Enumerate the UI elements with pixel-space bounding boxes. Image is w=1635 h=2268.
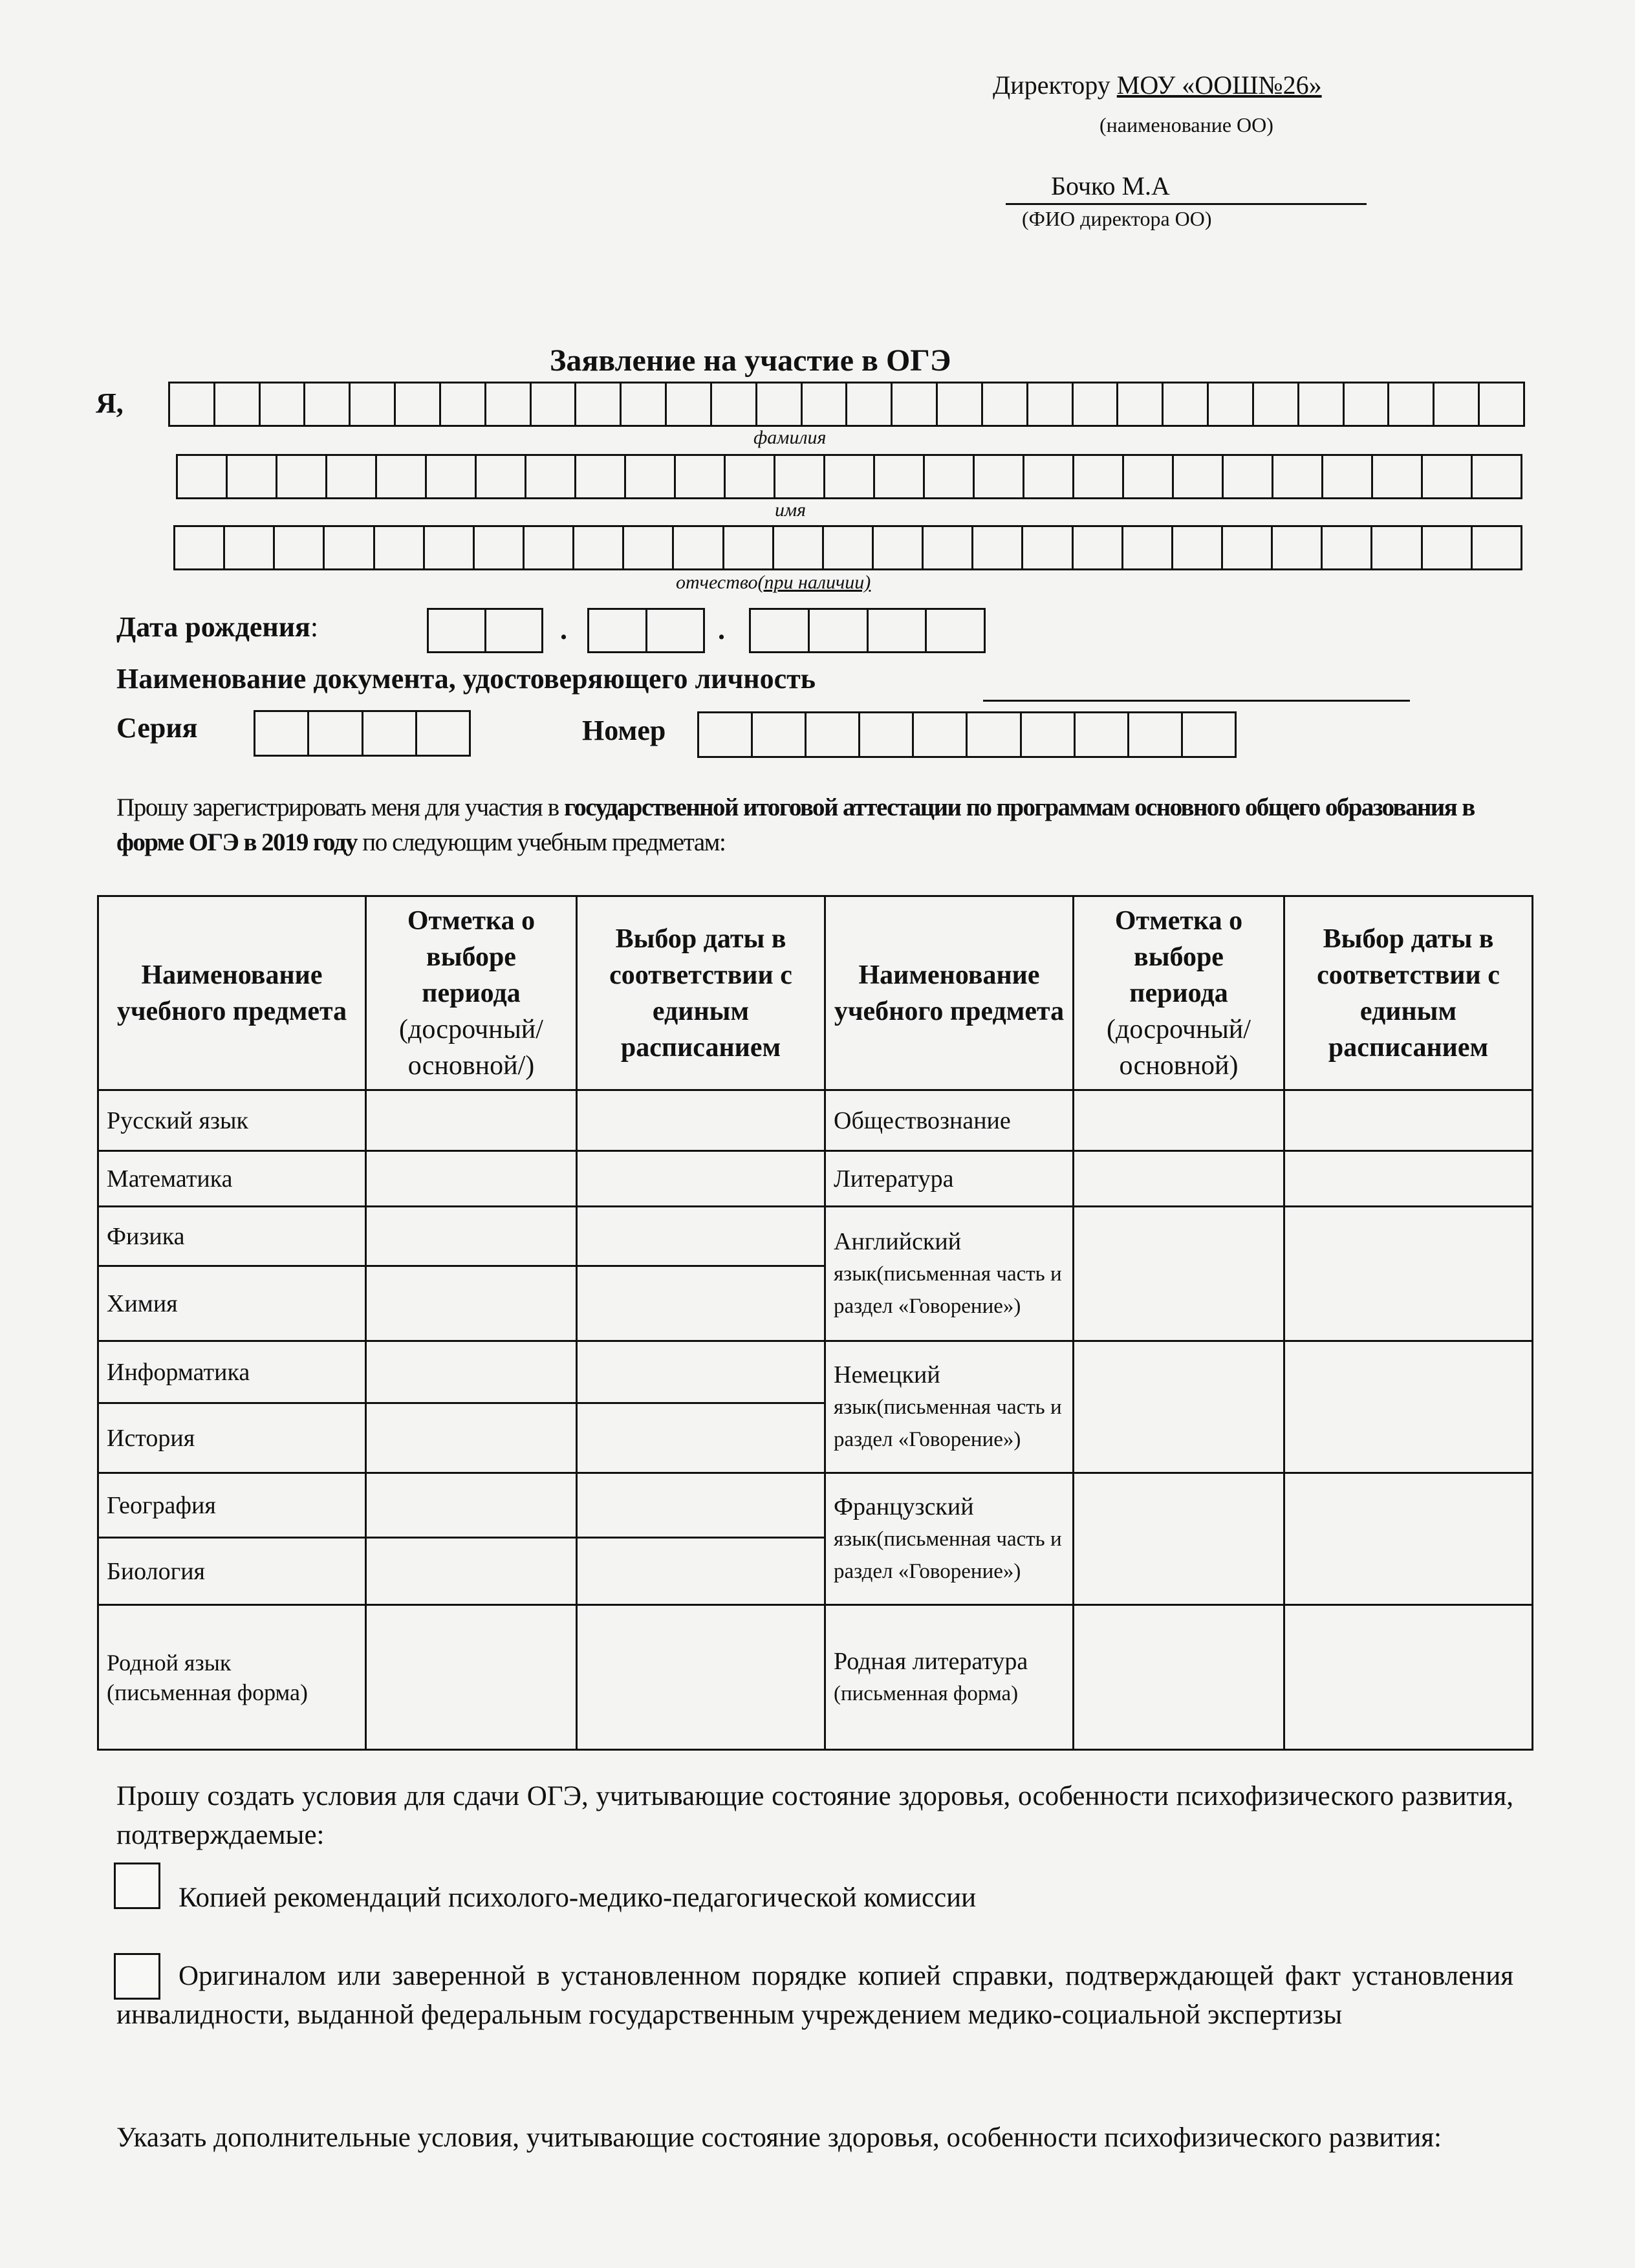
subject-history: История	[98, 1403, 366, 1473]
birth-year-cells[interactable]	[749, 608, 986, 653]
subject-english-sub: язык(письменная часть и раздел «Говорение»)	[834, 1262, 1062, 1318]
letter-cell[interactable]	[1423, 456, 1473, 497]
digit-cell[interactable]	[699, 713, 753, 756]
digit-cell[interactable]	[363, 712, 417, 755]
digit-cell[interactable]	[1129, 713, 1183, 756]
checkbox-pmpk-recommendation[interactable]	[114, 1863, 160, 1909]
digit-cell[interactable]	[1076, 713, 1129, 756]
number-label: Номер	[582, 715, 666, 746]
date-cell[interactable]	[577, 1090, 825, 1151]
school-caption: (наименование ОО)	[1099, 113, 1273, 136]
digit-cell[interactable]	[647, 610, 704, 651]
letter-cell[interactable]	[325, 527, 374, 568]
subject-english-main: Английский	[834, 1227, 962, 1255]
letter-cell[interactable]	[726, 456, 775, 497]
letter-cell[interactable]	[170, 383, 215, 425]
header-period-title: Отметка о выборе периода	[407, 905, 536, 1008]
letter-cell[interactable]	[351, 383, 396, 425]
patronymic-caption-prefix: отчество	[676, 572, 758, 593]
letter-cell[interactable]	[983, 383, 1028, 425]
letter-cell[interactable]	[775, 456, 825, 497]
letter-cell[interactable]	[1345, 383, 1390, 425]
letter-cell[interactable]	[1389, 383, 1435, 425]
letter-cell[interactable]	[1223, 527, 1273, 568]
name-cells[interactable]	[176, 454, 1522, 499]
school-name: МОУ «ООШ№26»	[1116, 70, 1322, 100]
ya-label: Я,	[96, 387, 124, 419]
period-cell[interactable]	[1074, 1341, 1284, 1473]
digit-cell[interactable]	[860, 713, 914, 756]
letter-cell[interactable]	[486, 383, 532, 425]
header-period-options: (досрочный/ основной)	[1107, 1014, 1251, 1081]
subject-german	[825, 1341, 1074, 1473]
letter-cell[interactable]	[576, 456, 626, 497]
period-cell[interactable]	[366, 1207, 577, 1266]
letter-cell[interactable]	[225, 527, 275, 568]
letter-cell[interactable]	[327, 456, 377, 497]
id-document-label: Наименование документа, удостоверяющего личность	[116, 663, 816, 695]
director-line	[993, 70, 1322, 100]
period-cell[interactable]	[366, 1341, 577, 1403]
date-cell[interactable]	[577, 1605, 825, 1750]
letter-cell[interactable]	[1323, 456, 1373, 497]
date-cell[interactable]	[577, 1266, 825, 1341]
letter-cell[interactable]	[667, 383, 712, 425]
header-period	[1074, 896, 1284, 1090]
letter-cell[interactable]	[975, 456, 1024, 497]
conditions-intro: Прошу создать условия для сдачи ОГЭ, учитывающие состояние здоровья, особенности психофизического развития, подтверждаемые:	[116, 1781, 1513, 1850]
letter-cell[interactable]	[875, 456, 925, 497]
period-cell[interactable]	[366, 1090, 577, 1151]
director-prefix: Директору	[993, 70, 1110, 100]
date-cell[interactable]	[1284, 1207, 1533, 1341]
subject-native-literature	[825, 1605, 1074, 1750]
letter-cell[interactable]	[261, 383, 306, 425]
subject-literature: Литература	[825, 1151, 1074, 1207]
digit-cell[interactable]	[807, 713, 860, 756]
subject-math: Математика	[98, 1151, 366, 1207]
date-cell[interactable]	[577, 1151, 825, 1207]
letter-cell[interactable]	[624, 527, 674, 568]
date-cell[interactable]	[577, 1207, 825, 1266]
subject-french-main: Французский	[834, 1493, 974, 1520]
letter-cell[interactable]	[622, 383, 667, 425]
letter-cell[interactable]	[375, 527, 425, 568]
period-cell[interactable]	[366, 1473, 577, 1538]
digit-cell[interactable]	[1183, 713, 1235, 756]
digit-cell[interactable]	[255, 712, 309, 755]
date-cell[interactable]	[577, 1538, 825, 1605]
form-title: Заявление на участие в ОГЭ	[550, 343, 951, 378]
letter-cell[interactable]	[1028, 383, 1074, 425]
letter-cell[interactable]	[525, 527, 574, 568]
date-cell[interactable]	[1284, 1151, 1533, 1207]
letter-cell[interactable]	[1273, 456, 1323, 497]
subject-native-language: Родной язык (письменная форма)	[98, 1605, 366, 1750]
letter-cell[interactable]	[1164, 383, 1209, 425]
letter-cell[interactable]	[1174, 456, 1224, 497]
letter-cell[interactable]	[712, 383, 757, 425]
letter-cell[interactable]	[175, 527, 225, 568]
letter-cell[interactable]	[1254, 383, 1299, 425]
surname-cells[interactable]	[168, 382, 1525, 427]
letter-cell[interactable]	[441, 383, 486, 425]
date-cell[interactable]	[1284, 1473, 1533, 1605]
letter-cell[interactable]	[305, 383, 351, 425]
digit-cell[interactable]	[753, 713, 807, 756]
digit-cell[interactable]	[914, 713, 968, 756]
letter-cell[interactable]	[532, 383, 577, 425]
period-cell[interactable]	[1074, 1473, 1284, 1605]
header-subject: Наименование учебного предмета	[98, 896, 366, 1090]
letter-cell[interactable]	[425, 527, 475, 568]
digit-cell[interactable]	[486, 610, 542, 651]
patronymic-caption	[676, 572, 871, 594]
subject-native-literature-main: Родная литература	[834, 1647, 1028, 1675]
patronymic-cells[interactable]	[173, 525, 1522, 570]
header-period-title: Отметка о выборе периода	[1114, 905, 1243, 1008]
subjects-table	[97, 895, 1533, 1751]
letter-cell[interactable]	[1372, 527, 1422, 568]
table-row	[98, 1090, 1533, 1151]
letter-cell[interactable]	[477, 456, 526, 497]
letter-cell[interactable]	[1074, 527, 1123, 568]
letter-cell[interactable]	[874, 527, 924, 568]
header-date: Выбор даты в соответствии с единым расписанием	[577, 896, 825, 1090]
subject-russian: Русский язык	[98, 1090, 366, 1151]
birth-month-cells[interactable]	[587, 608, 705, 653]
subject-informatics: Информатика	[98, 1341, 366, 1403]
period-cell[interactable]	[1074, 1090, 1284, 1151]
option-pmpk-recommendation: Копией рекомендаций психолого-медико-педагогической комиссии	[179, 1883, 977, 1913]
digit-cell[interactable]	[1022, 713, 1076, 756]
digit-cell[interactable]	[589, 610, 647, 651]
birth-date-colon: :	[310, 611, 319, 643]
letter-cell[interactable]	[1024, 456, 1074, 497]
letter-cell[interactable]	[893, 383, 938, 425]
letter-cell[interactable]	[1074, 456, 1124, 497]
surname-caption: фамилия	[753, 427, 827, 448]
patronymic-caption-note: (при наличии)	[757, 572, 871, 593]
date-cell[interactable]	[577, 1341, 825, 1403]
letter-cell[interactable]	[1074, 383, 1119, 425]
letter-cell[interactable]	[724, 527, 774, 568]
letter-cell[interactable]	[1373, 456, 1423, 497]
letter-cell[interactable]	[973, 527, 1023, 568]
period-cell[interactable]	[366, 1605, 577, 1750]
header-subject: Наименование учебного предмета	[825, 896, 1074, 1090]
birth-date-label	[116, 610, 318, 643]
letter-cell[interactable]	[1473, 456, 1521, 497]
subject-german-main: Немецкий	[834, 1361, 940, 1388]
digit-cell[interactable]	[417, 712, 469, 755]
digit-cell[interactable]	[751, 610, 810, 651]
letter-cell[interactable]	[427, 456, 477, 497]
date-cell[interactable]	[577, 1473, 825, 1538]
letter-cell[interactable]	[1480, 383, 1523, 425]
date-cell[interactable]	[1284, 1605, 1533, 1750]
subject-native-literature-sub: (письменная форма)	[834, 1681, 1019, 1705]
date-separator: .	[560, 614, 567, 645]
letter-cell[interactable]	[1423, 527, 1473, 568]
option-disability-certificate: Оригиналом или заверенной в установленном порядке копией справки, подтверждающей факт установления инвалидности, выданной федеральным государственным учреждением медико-социальной экспертизы	[116, 1961, 1513, 2030]
letter-cell[interactable]	[377, 456, 427, 497]
letter-cell[interactable]	[475, 527, 525, 568]
digit-cell[interactable]	[309, 712, 363, 755]
letter-cell[interactable]	[1435, 383, 1480, 425]
period-cell[interactable]	[366, 1538, 577, 1605]
letter-cell[interactable]	[275, 527, 325, 568]
subject-social-studies: Обществознание	[825, 1090, 1074, 1151]
birth-date-label-text: Дата рождения	[116, 611, 310, 643]
series-label: Серия	[116, 712, 198, 744]
table-row	[98, 1473, 1533, 1538]
letter-cell[interactable]	[526, 456, 576, 497]
digit-cell[interactable]	[429, 610, 486, 651]
letter-cell[interactable]	[774, 527, 824, 568]
id-document-field[interactable]	[983, 666, 1410, 702]
header-date: Выбор даты в соответствии с единым расписанием	[1284, 896, 1533, 1090]
subject-german-sub: язык(письменная часть и раздел «Говорение»)	[834, 1395, 1062, 1451]
request-exam-name: государственной итоговой аттестации по программам основного общего образования в форме ОГЭ в 2019 году	[116, 794, 1475, 856]
registration-request	[116, 790, 1533, 860]
date-separator: .	[718, 614, 725, 645]
digit-cell[interactable]	[810, 610, 869, 651]
subject-physics: Физика	[98, 1207, 366, 1266]
date-cell[interactable]	[577, 1403, 825, 1473]
date-cell[interactable]	[1284, 1090, 1533, 1151]
letter-cell[interactable]	[277, 456, 327, 497]
letter-cell[interactable]	[1209, 383, 1254, 425]
subject-biology: Биология	[98, 1538, 366, 1605]
letter-cell[interactable]	[1323, 527, 1372, 568]
name-caption: имя	[775, 499, 807, 521]
letter-cell[interactable]	[1118, 383, 1164, 425]
letter-cell[interactable]	[215, 383, 261, 425]
period-cell[interactable]	[366, 1151, 577, 1207]
subject-french-sub: язык(письменная часть и раздел «Говорение»)	[834, 1527, 1062, 1583]
subject-geography: География	[98, 1473, 366, 1538]
table-row	[98, 1341, 1533, 1403]
letter-cell[interactable]	[178, 456, 228, 497]
header-period	[366, 896, 577, 1090]
request-part1: Прошу зарегистрировать меня для участия в	[116, 794, 565, 821]
letter-cell[interactable]	[674, 527, 724, 568]
table-row	[98, 1207, 1533, 1266]
subject-french	[825, 1473, 1074, 1605]
table-row	[98, 1605, 1533, 1750]
header-period-options: (досрочный/ основной/)	[399, 1014, 543, 1081]
digit-cell[interactable]	[869, 610, 927, 651]
subject-english	[825, 1207, 1074, 1341]
letter-cell[interactable]	[924, 527, 973, 568]
letter-cell[interactable]	[576, 383, 622, 425]
date-cell[interactable]	[1284, 1341, 1533, 1473]
period-cell[interactable]	[366, 1403, 577, 1473]
letter-cell[interactable]	[396, 383, 441, 425]
period-cell[interactable]	[1074, 1207, 1284, 1341]
letter-cell[interactable]	[1124, 456, 1174, 497]
letter-cell[interactable]	[574, 527, 624, 568]
additional-conditions-label: Указать дополнительные условия, учитывающие состояние здоровья, особенности психофизического развития:	[116, 2122, 1442, 2153]
table-header-row	[98, 896, 1533, 1090]
digit-cell[interactable]	[927, 610, 984, 651]
letter-cell[interactable]	[803, 383, 848, 425]
letter-cell[interactable]	[847, 383, 893, 425]
letter-cell[interactable]	[676, 456, 726, 497]
letter-cell[interactable]	[925, 456, 975, 497]
director-name: Бочко М.А	[1051, 171, 1170, 200]
letter-cell[interactable]	[626, 456, 676, 497]
director-caption: (ФИО директора ОО)	[1022, 207, 1212, 230]
letter-cell[interactable]	[1224, 456, 1273, 497]
letter-cell[interactable]	[825, 456, 875, 497]
period-cell[interactable]	[366, 1266, 577, 1341]
period-cell[interactable]	[1074, 1605, 1284, 1750]
request-part3: по следующим учебным предметам:	[356, 828, 726, 856]
letter-cell[interactable]	[1023, 527, 1073, 568]
subject-chemistry: Химия	[98, 1266, 366, 1341]
period-cell[interactable]	[1074, 1151, 1284, 1207]
letter-cell[interactable]	[1273, 527, 1323, 568]
letter-cell[interactable]	[1123, 527, 1173, 568]
letter-cell[interactable]	[1173, 527, 1223, 568]
letter-cell[interactable]	[757, 383, 803, 425]
series-cells[interactable]	[254, 710, 471, 757]
letter-cell[interactable]	[228, 456, 277, 497]
table-row	[98, 1151, 1533, 1207]
number-cells[interactable]	[697, 711, 1237, 758]
letter-cell[interactable]	[938, 383, 983, 425]
letter-cell[interactable]	[1473, 527, 1521, 568]
letter-cell[interactable]	[824, 527, 874, 568]
birth-day-cells[interactable]	[427, 608, 543, 653]
letter-cell[interactable]	[1299, 383, 1345, 425]
digit-cell[interactable]	[968, 713, 1021, 756]
